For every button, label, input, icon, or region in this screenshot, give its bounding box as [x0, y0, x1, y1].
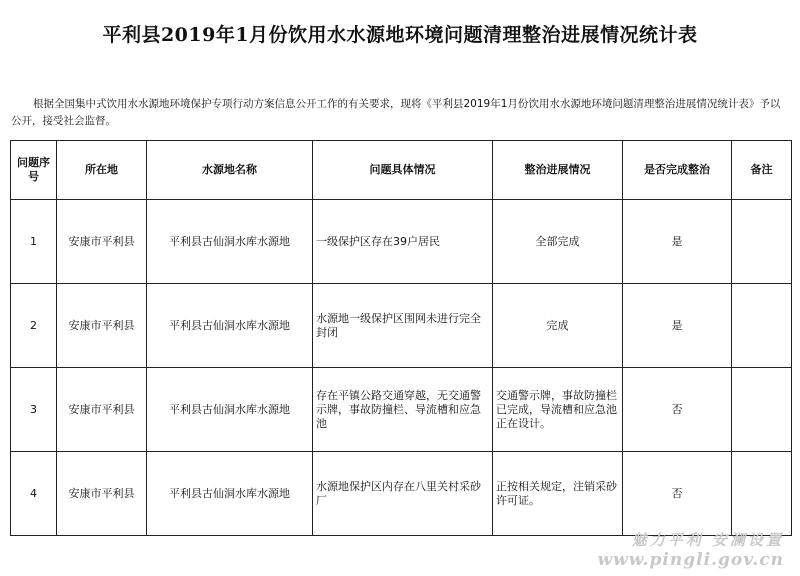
cell-no: 2: [11, 284, 57, 368]
header-progress: 整治进展情况: [493, 141, 623, 200]
cell-progress: 正按相关规定，注销采砂许可证。: [493, 452, 623, 536]
table-row: [11, 452, 792, 536]
cell-location: 安康市平利县: [57, 368, 147, 452]
cell-done: 否: [623, 452, 732, 536]
intro-paragraph: 根据全国集中式饮用水水源地环境保护专项行动方案信息公开工作的有关要求，现将《平利县2019年1月份饮用水水源地环境问题清理整治进展情况统计表》予以公开，接受社会监督。: [11, 98, 781, 127]
cell-source: 平利县古仙洞水库水源地: [147, 452, 313, 536]
cell-progress: 全部完成: [493, 200, 623, 284]
table-header-row: [11, 141, 792, 200]
table-row: [11, 368, 792, 452]
cell-remark: [732, 200, 792, 284]
cell-issue: 水源地一级保护区围网未进行完全封闭: [313, 284, 493, 368]
cell-progress: 交通警示牌，事故防撞栏已完成，导流槽和应急池正在设计。: [493, 368, 623, 452]
statistics-table: [10, 140, 792, 536]
cell-progress: 完成: [493, 284, 623, 368]
watermark-url: www.pingli.gov.cn: [597, 550, 784, 570]
table-row: [11, 200, 792, 284]
cell-done: 否: [623, 368, 732, 452]
cell-no: 1: [11, 200, 57, 284]
page-title: 平利县2019年1月份饮用水水源地环境问题清理整治进展情况统计表: [102, 24, 698, 46]
cell-issue: 一级保护区存在39户居民: [313, 200, 493, 284]
table-row: [11, 284, 792, 368]
watermark-slogan: 魅力平利 安澜设置: [631, 531, 784, 549]
header-issue: 问题具体情况: [313, 141, 493, 200]
cell-source: 平利县古仙洞水库水源地: [147, 284, 313, 368]
cell-no: 4: [11, 452, 57, 536]
cell-source: 平利县古仙洞水库水源地: [147, 368, 313, 452]
header-source: 水源地名称: [147, 141, 313, 200]
cell-location: 安康市平利县: [57, 452, 147, 536]
cell-done: 是: [623, 200, 732, 284]
cell-issue: 水源地保护区内存在八里关村采砂厂: [313, 452, 493, 536]
header-no: 问题序号: [11, 141, 57, 200]
header-location: 所在地: [57, 141, 147, 200]
cell-source: 平利县古仙洞水库水源地: [147, 200, 313, 284]
cell-location: 安康市平利县: [57, 200, 147, 284]
cell-location: 安康市平利县: [57, 284, 147, 368]
header-remark: 备注: [732, 141, 792, 200]
cell-remark: [732, 284, 792, 368]
header-done: 是否完成整治: [623, 141, 732, 200]
cell-issue: 存在平镇公路交通穿越，无交通警示牌，事故防撞栏、导流槽和应急池: [313, 368, 493, 452]
cell-done: 是: [623, 284, 732, 368]
cell-remark: [732, 452, 792, 536]
cell-remark: [732, 368, 792, 452]
cell-no: 3: [11, 368, 57, 452]
site-watermark: [597, 529, 784, 570]
